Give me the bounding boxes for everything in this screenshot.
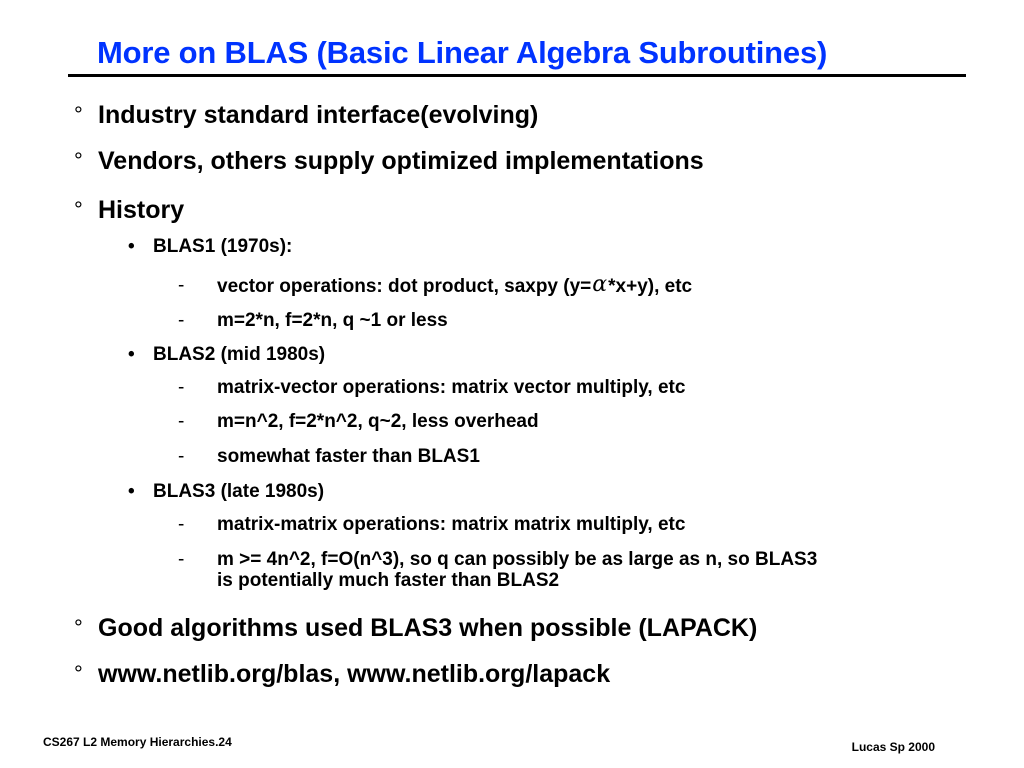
item-text xyxy=(217,549,817,591)
bullet-text: Good algorithms used BLAS3 when possible (LAPACK) xyxy=(98,614,758,642)
item-text: m=n^2, f=2*n^2, q~2, less overhead xyxy=(217,411,539,432)
degree-bullet-icon: ° xyxy=(74,148,83,173)
item-text xyxy=(217,272,693,297)
dash-bullet-icon: - xyxy=(178,549,185,570)
bullet-text: Vendors, others supply optimized implementations xyxy=(98,147,704,175)
item-text-line1: m >= 4n^2, f=O(n^3), so q can possibly be as large as n, so BLAS3 xyxy=(217,549,818,570)
title-underline xyxy=(68,74,966,77)
vector-ops-prefix: vector operations: dot product, saxpy (y= xyxy=(217,276,592,297)
item-text: matrix-matrix operations: matrix matrix multiply, etc xyxy=(217,514,686,535)
dash-bullet-icon: - xyxy=(178,514,185,535)
bullet-text: www.netlib.org/blas, www.netlib.org/lapack xyxy=(98,660,611,688)
degree-bullet-icon: ° xyxy=(74,197,83,222)
item-text: somewhat faster than BLAS1 xyxy=(217,446,480,467)
footer-author: Lucas Sp 2000 xyxy=(851,740,935,754)
item-text: matrix-vector operations: matrix vector multiply, etc xyxy=(217,377,686,398)
dot-bullet-icon: • xyxy=(128,236,135,257)
degree-bullet-icon: ° xyxy=(74,661,83,686)
alpha-symbol: α xyxy=(592,272,608,297)
bullet-text: History xyxy=(98,196,185,224)
dash-bullet-icon: - xyxy=(178,275,185,296)
sub-bullet-text: BLAS1 (1970s): xyxy=(153,236,293,257)
dash-bullet-icon: - xyxy=(178,411,185,432)
dot-bullet-icon: • xyxy=(128,481,135,502)
dot-bullet-icon: • xyxy=(128,344,135,365)
bullet-text: Industry standard interface(evolving) xyxy=(98,101,539,129)
footer-course-info: CS267 L2 Memory Hierarchies.24 xyxy=(43,735,232,749)
dash-bullet-icon: - xyxy=(178,446,185,467)
slide-title: More on BLAS (Basic Linear Algebra Subroutines) xyxy=(97,35,828,70)
item-text: m=2*n, f=2*n, q ~1 or less xyxy=(217,310,448,331)
item-text-line2: is potentially much faster than BLAS2 xyxy=(217,570,560,591)
dash-bullet-icon: - xyxy=(178,377,185,398)
dash-bullet-icon: - xyxy=(178,310,185,331)
vector-ops-suffix: *x+y), etc xyxy=(608,276,693,297)
degree-bullet-icon: ° xyxy=(74,102,83,127)
degree-bullet-icon: ° xyxy=(74,615,83,640)
sub-bullet-text: BLAS3 (late 1980s) xyxy=(153,481,325,502)
sub-bullet-text: BLAS2 (mid 1980s) xyxy=(153,344,326,365)
